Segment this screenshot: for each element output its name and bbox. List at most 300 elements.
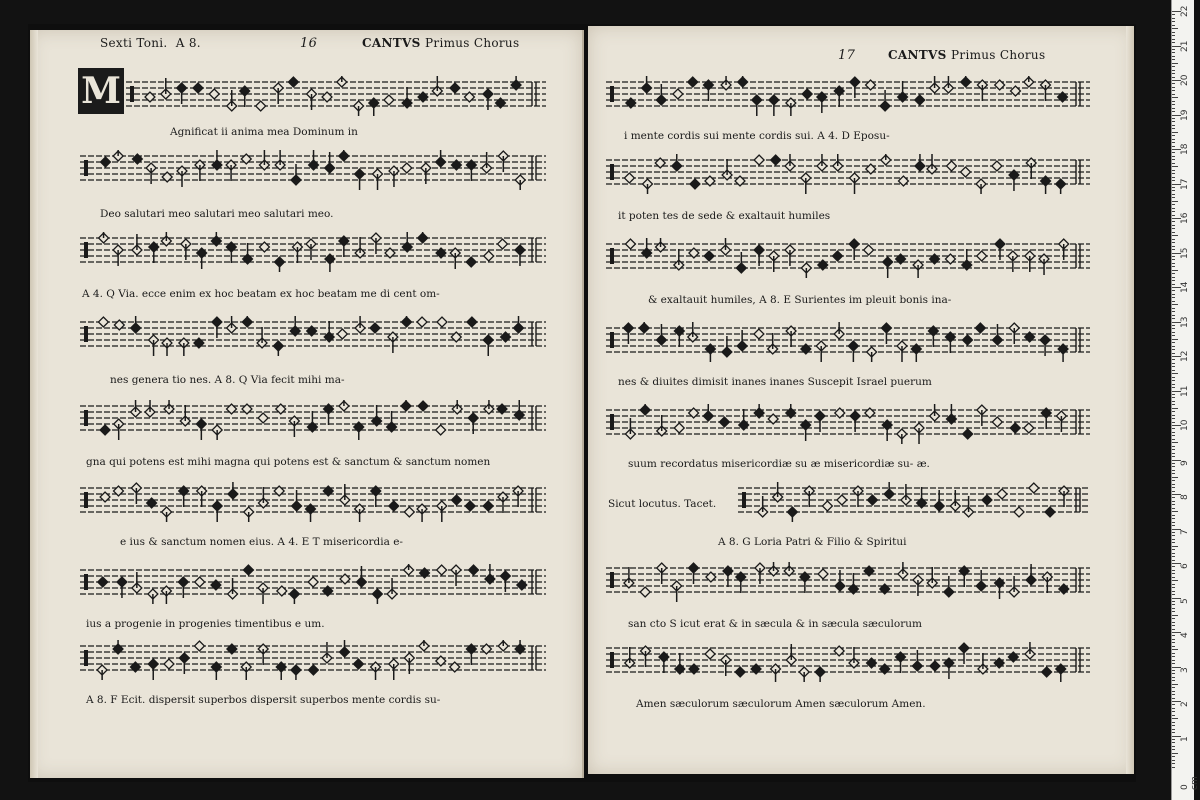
note-head bbox=[735, 667, 745, 677]
ruler-minor-tick bbox=[1172, 118, 1175, 119]
ruler-label: 22 bbox=[1180, 5, 1190, 17]
staff-system bbox=[606, 238, 1090, 278]
ruler-minor-tick bbox=[1172, 204, 1175, 205]
lyric-line: A 4. Q Via. ecce enim ex hoc beatam ex hoc beatam me di cent om- bbox=[82, 288, 440, 300]
ruler-minor-tick bbox=[1172, 653, 1175, 654]
ruler-minor-tick bbox=[1172, 90, 1175, 91]
ruler-label: 2 bbox=[1180, 701, 1190, 707]
ruler-minor-tick bbox=[1172, 753, 1178, 754]
note-head bbox=[437, 565, 447, 575]
note-head bbox=[961, 167, 971, 177]
ruler-minor-tick bbox=[1172, 77, 1175, 78]
ruler-minor-tick bbox=[1172, 535, 1175, 536]
ruler-label: 12 bbox=[1180, 350, 1190, 362]
ruler-minor-tick bbox=[1172, 767, 1175, 768]
ruler-minor-tick bbox=[1172, 615, 1178, 616]
ruler-minor-tick bbox=[1172, 73, 1175, 74]
ruler-minor-tick bbox=[1172, 415, 1175, 416]
note-head bbox=[771, 155, 781, 165]
page-edge bbox=[30, 30, 38, 778]
ruler-minor-tick bbox=[1172, 104, 1175, 105]
ruler-minor-tick bbox=[1172, 339, 1178, 340]
ruler-label: 17 bbox=[1180, 178, 1190, 190]
clef-mark bbox=[130, 86, 134, 102]
note-head bbox=[963, 335, 973, 345]
note-head bbox=[466, 257, 476, 267]
ruler-minor-tick bbox=[1172, 618, 1175, 619]
note-head bbox=[195, 577, 205, 587]
ruler-minor-tick bbox=[1172, 477, 1178, 478]
ruler-minor-tick bbox=[1172, 508, 1175, 509]
ruler-minor-tick bbox=[1172, 484, 1175, 485]
ruler-minor-tick bbox=[1172, 14, 1175, 15]
staff-system bbox=[80, 232, 546, 272]
ruler-minor-tick bbox=[1172, 663, 1175, 664]
ruler-minor-tick bbox=[1172, 308, 1175, 309]
note-head bbox=[1024, 423, 1034, 433]
note-head bbox=[822, 501, 832, 511]
note-head bbox=[963, 429, 973, 439]
ruler-minor-tick bbox=[1172, 311, 1175, 312]
note-head bbox=[837, 495, 847, 505]
ruler-minor-tick bbox=[1172, 553, 1175, 554]
clef-mark bbox=[610, 414, 614, 430]
lyric-line: Amen sæculorum sæculorum Amen sæculorum Amen. bbox=[636, 698, 926, 710]
note-head bbox=[288, 77, 298, 87]
ruler-label: 5 bbox=[1180, 597, 1190, 604]
ruler-minor-tick bbox=[1172, 442, 1178, 443]
ruler-minor-tick bbox=[1172, 518, 1175, 519]
staff-system bbox=[126, 76, 546, 116]
ruler-minor-tick bbox=[1172, 166, 1178, 167]
ruler-minor-tick bbox=[1172, 642, 1175, 643]
ruler-minor-tick bbox=[1172, 232, 1175, 233]
ruler-minor-tick bbox=[1172, 366, 1175, 367]
ruler-minor-tick bbox=[1172, 63, 1178, 64]
lyric-line: it poten tes de sede & exaltauit humiles bbox=[618, 210, 831, 222]
note-head bbox=[673, 89, 683, 99]
ruler-minor-tick bbox=[1172, 135, 1175, 136]
ruler-minor-tick bbox=[1172, 511, 1178, 512]
note-head bbox=[833, 251, 843, 261]
note-head bbox=[947, 161, 957, 171]
note-head bbox=[982, 495, 992, 505]
ruler-minor-tick bbox=[1172, 504, 1175, 505]
ruler-minor-tick bbox=[1172, 256, 1175, 257]
ruler-minor-tick bbox=[1172, 522, 1175, 523]
ruler-minor-tick bbox=[1172, 42, 1175, 43]
ruler-minor-tick bbox=[1172, 342, 1175, 343]
ruler-minor-tick bbox=[1172, 629, 1175, 630]
ruler-minor-tick bbox=[1172, 294, 1175, 295]
ruler-minor-tick bbox=[1172, 577, 1175, 578]
clef-mark bbox=[742, 492, 746, 508]
ruler-label: 6 bbox=[1180, 563, 1190, 569]
lyric-line: nes genera tio nes. A 8. Q Via fecit mihi ma- bbox=[110, 374, 345, 386]
lyric-line: ius a progenie in progenies timentibus e um. bbox=[86, 618, 325, 630]
staff-system bbox=[80, 150, 546, 190]
ruler-minor-tick bbox=[1172, 428, 1175, 429]
lyric-line: nes & diuites dimisit inanes inanes Suscepit Israel puerum bbox=[618, 376, 932, 388]
ruler-minor-tick bbox=[1172, 639, 1175, 640]
ruler-minor-tick bbox=[1172, 729, 1175, 730]
clef-mark bbox=[84, 410, 88, 426]
note-head bbox=[437, 317, 447, 327]
note-head bbox=[626, 239, 636, 249]
clef-mark bbox=[84, 326, 88, 342]
ruler-minor-tick bbox=[1172, 680, 1175, 681]
ruler-minor-tick bbox=[1172, 163, 1175, 164]
note-head bbox=[704, 251, 714, 261]
ruler-minor-tick bbox=[1172, 277, 1175, 278]
lyric-line: san cto S icut erat & in sæcula & in sæcula sæculorum bbox=[628, 618, 922, 630]
lyric-line: Agnificat ii anima mea Dominum in bbox=[170, 126, 358, 138]
ruler-minor-tick bbox=[1172, 270, 1178, 271]
note-head bbox=[467, 317, 477, 327]
ruler-minor-tick bbox=[1172, 656, 1175, 657]
ruler-minor-tick bbox=[1172, 21, 1175, 22]
lyric-line: Deo salutari meo salutari meo salutari meo. bbox=[100, 208, 334, 220]
ruler-minor-tick bbox=[1172, 132, 1178, 133]
ruler-minor-tick bbox=[1172, 408, 1178, 409]
clef-mark bbox=[84, 650, 88, 666]
ruler-minor-tick bbox=[1172, 501, 1175, 502]
note-head bbox=[992, 417, 1002, 427]
ruler-minor-tick bbox=[1172, 173, 1175, 174]
ruler-minor-tick bbox=[1172, 704, 1175, 705]
note-head bbox=[997, 489, 1007, 499]
ruler-minor-tick bbox=[1172, 677, 1175, 678]
ruler-minor-tick bbox=[1172, 542, 1175, 543]
ruler-minor-tick bbox=[1172, 152, 1175, 153]
ruler-minor-tick bbox=[1172, 249, 1175, 250]
ruler-minor-tick bbox=[1172, 146, 1175, 147]
ruler-minor-tick bbox=[1172, 422, 1175, 423]
ruler-minor-tick bbox=[1172, 580, 1178, 581]
ruler-label: 3 bbox=[1180, 666, 1190, 673]
ruler-minor-tick bbox=[1172, 111, 1175, 112]
ruler-minor-tick bbox=[1172, 694, 1175, 695]
ruler-minor-tick bbox=[1172, 394, 1175, 395]
ruler-minor-tick bbox=[1172, 446, 1175, 447]
right-title: CANTVS Primus Chorus bbox=[888, 48, 1046, 62]
note-head bbox=[977, 251, 987, 261]
note-head bbox=[370, 323, 380, 333]
ruler-minor-tick bbox=[1172, 139, 1175, 140]
ruler-minor-tick bbox=[1172, 325, 1175, 326]
note-head bbox=[465, 501, 475, 511]
ruler-minor-tick bbox=[1172, 180, 1175, 181]
clef-mark bbox=[610, 332, 614, 348]
ruler-minor-tick bbox=[1172, 353, 1175, 354]
ruler-minor-tick bbox=[1172, 673, 1175, 674]
note-head bbox=[98, 317, 108, 327]
note-head bbox=[469, 565, 479, 575]
ruler-minor-tick bbox=[1172, 601, 1175, 602]
ruler-minor-tick bbox=[1172, 142, 1175, 143]
ruler-minor-tick bbox=[1172, 456, 1175, 457]
staff-system bbox=[80, 316, 546, 356]
voices-label: A 8. bbox=[175, 36, 201, 50]
ruler-minor-tick bbox=[1172, 70, 1175, 71]
clef-mark bbox=[610, 248, 614, 264]
ruler-minor-tick bbox=[1172, 649, 1178, 650]
ruler-minor-tick bbox=[1172, 625, 1175, 626]
ruler-minor-tick bbox=[1172, 453, 1175, 454]
ruler-minor-tick bbox=[1172, 121, 1175, 122]
clef-mark bbox=[610, 652, 614, 668]
ruler-minor-tick bbox=[1172, 211, 1175, 212]
note-head bbox=[353, 659, 363, 669]
ruler-minor-tick bbox=[1172, 404, 1175, 405]
ruler-minor-tick bbox=[1172, 28, 1178, 29]
ruler-label: 7 bbox=[1180, 528, 1190, 535]
ruler-minor-tick bbox=[1172, 560, 1175, 561]
ruler-minor-tick bbox=[1172, 684, 1178, 685]
note-head bbox=[436, 425, 446, 435]
note-head bbox=[864, 245, 874, 255]
ruler-label: 16 bbox=[1180, 212, 1190, 224]
ruler-minor-tick bbox=[1172, 25, 1175, 26]
ruler-minor-tick bbox=[1172, 215, 1175, 216]
ruler-minor-tick bbox=[1172, 66, 1175, 67]
ruler-minor-tick bbox=[1172, 246, 1175, 247]
ruler-minor-tick bbox=[1172, 608, 1175, 609]
ruler-minor-tick bbox=[1172, 687, 1175, 688]
ruler-label: 20 bbox=[1180, 74, 1190, 86]
ruler-minor-tick bbox=[1172, 239, 1175, 240]
note-head bbox=[100, 425, 110, 435]
note-head bbox=[1029, 483, 1039, 493]
ruler-minor-tick bbox=[1172, 159, 1175, 160]
ruler-minor-tick bbox=[1172, 749, 1175, 750]
ruler-unit-label: 0 cm bbox=[1180, 776, 1200, 790]
ruler-minor-tick bbox=[1172, 39, 1175, 40]
ruler-minor-tick bbox=[1172, 128, 1175, 129]
ruler-minor-tick bbox=[1172, 718, 1178, 719]
note-head bbox=[417, 317, 427, 327]
ruler-minor-tick bbox=[1172, 273, 1175, 274]
ruler-minor-tick bbox=[1172, 380, 1175, 381]
ruler-minor-tick bbox=[1172, 635, 1175, 636]
ruler-minor-tick bbox=[1172, 670, 1175, 671]
note-head bbox=[484, 251, 494, 261]
note-head bbox=[101, 157, 111, 167]
note-head bbox=[930, 661, 940, 671]
note-head bbox=[1014, 507, 1024, 517]
staff-system bbox=[80, 482, 546, 522]
ruler-minor-tick bbox=[1172, 756, 1175, 757]
staff-system bbox=[606, 76, 1090, 116]
note-head bbox=[308, 665, 318, 675]
ruler-minor-tick bbox=[1172, 87, 1175, 88]
clef-mark bbox=[610, 572, 614, 588]
ruler-minor-tick bbox=[1172, 708, 1175, 709]
ruler-label: 21 bbox=[1180, 40, 1190, 52]
ruler-minor-tick bbox=[1172, 487, 1175, 488]
ruler-minor-tick bbox=[1172, 259, 1175, 260]
left-running-header bbox=[100, 36, 201, 50]
left-page-number: 16 bbox=[300, 36, 318, 51]
ruler-minor-tick bbox=[1172, 525, 1175, 526]
right-page bbox=[588, 26, 1134, 774]
ruler-minor-tick bbox=[1172, 611, 1175, 612]
staff-system bbox=[738, 482, 1090, 522]
clef-mark bbox=[84, 492, 88, 508]
ruler-minor-tick bbox=[1172, 235, 1178, 236]
ruler-minor-tick bbox=[1172, 208, 1175, 209]
ruler-minor-tick bbox=[1172, 570, 1175, 571]
ruler-label: 13 bbox=[1180, 316, 1190, 328]
ruler-minor-tick bbox=[1172, 466, 1175, 467]
ruler-minor-tick bbox=[1172, 760, 1175, 761]
ruler-minor-tick bbox=[1172, 411, 1175, 412]
ruler-minor-tick bbox=[1172, 691, 1175, 692]
ruler-minor-tick bbox=[1172, 739, 1175, 740]
ruler-minor-tick bbox=[1172, 201, 1178, 202]
staff-system bbox=[606, 404, 1090, 444]
ruler-label: 1 bbox=[1180, 735, 1190, 742]
ruler-minor-tick bbox=[1172, 335, 1175, 336]
ruler-minor-tick bbox=[1172, 470, 1175, 471]
decorated-initial: M bbox=[78, 68, 124, 114]
ruler-minor-tick bbox=[1172, 301, 1175, 302]
note-head bbox=[195, 641, 205, 651]
ruler-minor-tick bbox=[1172, 370, 1175, 371]
ruler-minor-tick bbox=[1172, 698, 1175, 699]
ruler-minor-tick bbox=[1172, 604, 1175, 605]
ruler-minor-tick bbox=[1172, 363, 1175, 364]
ruler-minor-tick bbox=[1172, 170, 1175, 171]
ruler-minor-tick bbox=[1172, 463, 1175, 464]
ruler-minor-tick bbox=[1172, 435, 1175, 436]
ruler-minor-tick bbox=[1172, 539, 1175, 540]
note-head bbox=[450, 83, 460, 93]
ruler-minor-tick bbox=[1172, 439, 1175, 440]
lyric-line: i mente cordis sui mente cordis sui. A 4. D Eposu- bbox=[624, 130, 890, 142]
note-head bbox=[308, 577, 318, 587]
left-page bbox=[30, 30, 584, 778]
ruler-minor-tick bbox=[1172, 156, 1175, 157]
ruler-minor-tick bbox=[1172, 432, 1175, 433]
ruler-minor-tick bbox=[1172, 194, 1175, 195]
ruler-minor-tick bbox=[1172, 491, 1175, 492]
ruler-minor-tick bbox=[1172, 497, 1175, 498]
ruler-minor-tick bbox=[1172, 573, 1175, 574]
note-head bbox=[402, 163, 412, 173]
ruler-minor-tick bbox=[1172, 763, 1175, 764]
note-head bbox=[164, 659, 174, 669]
ruler-minor-tick bbox=[1172, 304, 1178, 305]
ruler-minor-tick bbox=[1172, 711, 1175, 712]
ruler-label: 15 bbox=[1180, 247, 1190, 259]
ruler-label: 14 bbox=[1180, 281, 1190, 293]
ruler-minor-tick bbox=[1172, 591, 1175, 592]
lyric-line: A 8. G Loria Patri & Filio & Spiritui bbox=[718, 536, 907, 548]
ruler-minor-tick bbox=[1172, 94, 1175, 95]
lyric-line: e ius & sanctum nomen eius. A 4. E T misericordia e- bbox=[120, 536, 403, 548]
ruler-minor-tick bbox=[1172, 532, 1175, 533]
ruler-minor-tick bbox=[1172, 328, 1175, 329]
ruler-minor-tick bbox=[1172, 397, 1175, 398]
note-head bbox=[690, 179, 700, 189]
ruler-minor-tick bbox=[1172, 377, 1175, 378]
ruler-minor-tick bbox=[1172, 101, 1175, 102]
note-head bbox=[193, 83, 203, 93]
ruler-minor-tick bbox=[1172, 35, 1175, 36]
ruler-minor-tick bbox=[1172, 242, 1175, 243]
note-head bbox=[674, 423, 684, 433]
staff-system bbox=[80, 564, 546, 604]
note-head bbox=[705, 649, 715, 659]
clef-mark bbox=[84, 160, 88, 176]
ruler-minor-tick bbox=[1172, 297, 1175, 298]
ruler-minor-tick bbox=[1172, 515, 1175, 516]
part-label: Sexti Toni. bbox=[100, 36, 168, 50]
ruler-minor-tick bbox=[1172, 332, 1175, 333]
staff-system bbox=[80, 400, 546, 440]
staff-system bbox=[80, 640, 546, 680]
ruler-minor-tick bbox=[1172, 315, 1175, 316]
note-head bbox=[389, 501, 399, 511]
note-head bbox=[337, 329, 347, 339]
note-head bbox=[754, 155, 764, 165]
lyric-line: suum recordatus misericordiæ su æ misericordiæ su- æ. bbox=[628, 458, 930, 470]
ruler-label: 19 bbox=[1180, 109, 1190, 121]
clef-mark bbox=[84, 242, 88, 258]
ruler-minor-tick bbox=[1172, 49, 1175, 50]
note-head bbox=[98, 577, 108, 587]
ruler-label: 10 bbox=[1180, 419, 1190, 431]
ruler-minor-tick bbox=[1172, 221, 1175, 222]
ruler-minor-tick bbox=[1172, 480, 1175, 481]
note-head bbox=[404, 507, 414, 517]
ruler-minor-tick bbox=[1172, 722, 1175, 723]
ruler-minor-tick bbox=[1172, 56, 1175, 57]
ruler-minor-tick bbox=[1172, 373, 1178, 374]
clef-mark bbox=[610, 164, 614, 180]
note-head bbox=[992, 161, 1002, 171]
note-head bbox=[498, 239, 508, 249]
ruler-minor-tick bbox=[1172, 83, 1175, 84]
ruler-minor-tick bbox=[1172, 449, 1175, 450]
note-head bbox=[1010, 423, 1020, 433]
ruler-label: 18 bbox=[1180, 143, 1190, 155]
ruler-minor-tick bbox=[1172, 190, 1175, 191]
note-head bbox=[209, 89, 219, 99]
note-head bbox=[640, 587, 650, 597]
ruler-minor-tick bbox=[1172, 197, 1175, 198]
note-head bbox=[867, 495, 877, 505]
lyric-line: A 8. F Ecit. dispersit superbos dispersit superbos mente cordis su- bbox=[86, 694, 441, 706]
note-head bbox=[384, 95, 394, 105]
ruler-minor-tick bbox=[1172, 52, 1175, 53]
ruler-label: 8 bbox=[1180, 494, 1190, 500]
clef-mark bbox=[610, 86, 614, 102]
ruler-minor-tick bbox=[1172, 108, 1175, 109]
measuring-ruler bbox=[1171, 0, 1200, 800]
ruler-minor-tick bbox=[1172, 228, 1175, 229]
ruler-minor-tick bbox=[1172, 725, 1175, 726]
ruler-minor-tick bbox=[1172, 473, 1175, 474]
note-head bbox=[802, 89, 812, 99]
ruler-minor-tick bbox=[1172, 594, 1175, 595]
note-head bbox=[258, 413, 268, 423]
ruler-minor-tick bbox=[1172, 346, 1175, 347]
ruler-minor-tick bbox=[1172, 584, 1175, 585]
note-head bbox=[1042, 667, 1052, 677]
ruler-minor-tick bbox=[1172, 18, 1175, 19]
